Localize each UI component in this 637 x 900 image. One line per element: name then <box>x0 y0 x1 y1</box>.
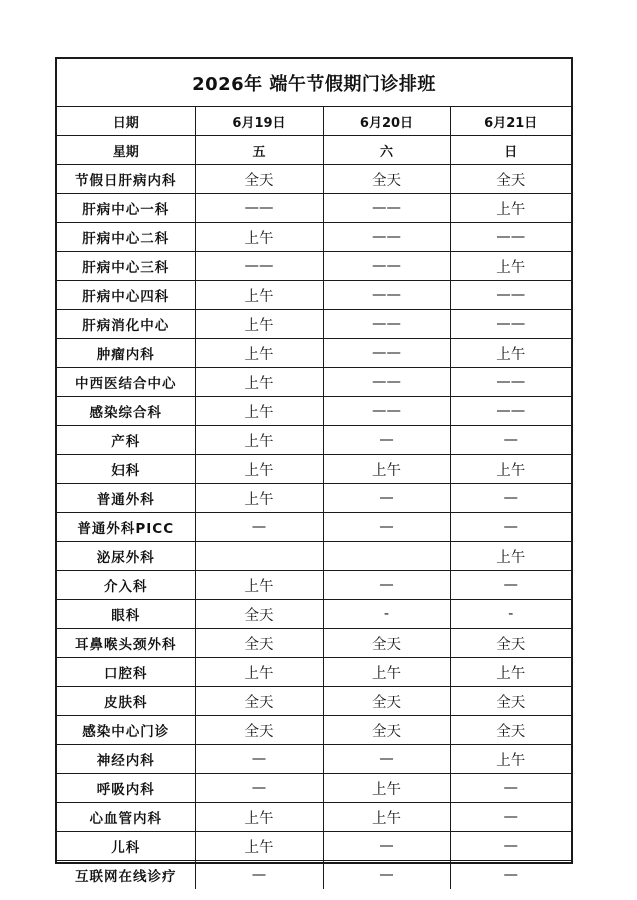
department-name: 肝病中心二科 <box>57 223 195 252</box>
schedule-cell-day2: — <box>323 861 450 890</box>
schedule-cell-day3: 上午 <box>450 455 571 484</box>
table-row <box>57 600 571 629</box>
schedule-cell-day2: 上午 <box>323 455 450 484</box>
date-header-cell: 6月20日 <box>323 107 450 136</box>
schedule-cell-day2: — <box>323 513 450 542</box>
schedule-cell-day1: 全天 <box>195 629 323 658</box>
table-row <box>57 832 571 861</box>
schedule-cell-day1: 上午 <box>195 339 323 368</box>
schedule-cell-day2: 全天 <box>323 687 450 716</box>
table-row <box>57 513 571 542</box>
schedule-table-frame <box>55 57 573 885</box>
schedule-cell-day3: — <box>450 484 571 513</box>
table-row <box>57 861 571 890</box>
department-name: 普通外科PICC <box>57 513 195 542</box>
table-row <box>57 252 571 281</box>
schedule-cell-day1: 上午 <box>195 310 323 339</box>
schedule-cell-day2: — <box>323 484 450 513</box>
schedule-cell-day1: 上午 <box>195 484 323 513</box>
schedule-cell-day1: 上午 <box>195 571 323 600</box>
schedule-cell-day2: 上午 <box>323 774 450 803</box>
schedule-cell-day3: 上午 <box>450 658 571 687</box>
schedule-cell-day1: 上午 <box>195 397 323 426</box>
schedule-cell-day3: 全天 <box>450 687 571 716</box>
schedule-cell-day3: —— <box>450 310 571 339</box>
schedule-cell-day1: — <box>195 861 323 890</box>
date-header-label: 日期 <box>57 107 195 136</box>
department-name: 感染中心门诊 <box>57 716 195 745</box>
schedule-cell-day3: 全天 <box>450 629 571 658</box>
schedule-cell-day2: —— <box>323 223 450 252</box>
department-name: 肿瘤内科 <box>57 339 195 368</box>
weekday-header-cell: 五 <box>195 136 323 165</box>
table-row <box>57 310 571 339</box>
schedule-cell-day2: —— <box>323 339 450 368</box>
schedule-cell-day2: 上午 <box>323 658 450 687</box>
date-header-cell: 6月21日 <box>450 107 571 136</box>
department-name: 耳鼻喉头颈外科 <box>57 629 195 658</box>
schedule-cell-day1: 上午 <box>195 803 323 832</box>
table-row <box>57 455 571 484</box>
schedule-cell-day3: - <box>450 600 571 629</box>
department-name: 肝病消化中心 <box>57 310 195 339</box>
schedule-cell-day2: — <box>323 571 450 600</box>
department-name: 妇科 <box>57 455 195 484</box>
department-name: 肝病中心一科 <box>57 194 195 223</box>
schedule-cell-day3: 全天 <box>450 716 571 745</box>
schedule-cell-day3: —— <box>450 223 571 252</box>
schedule-cell-day2: 全天 <box>323 716 450 745</box>
schedule-cell-day2: —— <box>323 252 450 281</box>
department-name: 产科 <box>57 426 195 455</box>
weekday-header-label: 星期 <box>57 136 195 165</box>
table-title: 2026年 端午节假期门诊排班 <box>57 59 571 107</box>
department-name: 肝病中心四科 <box>57 281 195 310</box>
schedule-table <box>57 107 571 889</box>
table-row <box>57 223 571 252</box>
table-row <box>57 745 571 774</box>
schedule-cell-day2: —— <box>323 310 450 339</box>
schedule-cell-day2: — <box>323 832 450 861</box>
schedule-cell-day3: — <box>450 803 571 832</box>
schedule-cell-day2: - <box>323 600 450 629</box>
table-row <box>57 716 571 745</box>
department-name: 呼吸内科 <box>57 774 195 803</box>
schedule-cell-day1: — <box>195 513 323 542</box>
schedule-cell-day3: 上午 <box>450 339 571 368</box>
schedule-cell-day3: — <box>450 774 571 803</box>
department-name: 皮肤科 <box>57 687 195 716</box>
schedule-cell-day2: — <box>323 745 450 774</box>
weekday-header-cell: 日 <box>450 136 571 165</box>
weekday-header-cell: 六 <box>323 136 450 165</box>
schedule-cell-day1: 上午 <box>195 455 323 484</box>
schedule-cell-day1: 上午 <box>195 426 323 455</box>
schedule-cell-day3: 全天 <box>450 165 571 194</box>
schedule-cell-day1: —— <box>195 194 323 223</box>
schedule-cell-day3: —— <box>450 281 571 310</box>
department-name: 介入科 <box>57 571 195 600</box>
table-row <box>57 426 571 455</box>
schedule-cell-day3: —— <box>450 397 571 426</box>
schedule-cell-day1: 上午 <box>195 658 323 687</box>
schedule-cell-day2: 全天 <box>323 629 450 658</box>
department-name: 泌尿外科 <box>57 542 195 571</box>
table-row <box>57 658 571 687</box>
schedule-cell-day2: —— <box>323 281 450 310</box>
schedule-cell-day1: 上午 <box>195 281 323 310</box>
schedule-cell-day1: 上午 <box>195 832 323 861</box>
table-row <box>57 339 571 368</box>
schedule-cell-day2: —— <box>323 194 450 223</box>
schedule-cell-day3: — <box>450 832 571 861</box>
schedule-cell-day1: —— <box>195 252 323 281</box>
schedule-cell-day3: 上午 <box>450 542 571 571</box>
department-name: 口腔科 <box>57 658 195 687</box>
department-name: 互联网在线诊疗 <box>57 861 195 890</box>
schedule-cell-day1: 上午 <box>195 223 323 252</box>
schedule-cell-day1: 全天 <box>195 600 323 629</box>
table-row <box>57 571 571 600</box>
schedule-cell-day3: 上午 <box>450 194 571 223</box>
date-header-cell: 6月19日 <box>195 107 323 136</box>
table-row <box>57 194 571 223</box>
schedule-cell-day3: 上午 <box>450 252 571 281</box>
schedule-cell-day2: —— <box>323 368 450 397</box>
department-name: 普通外科 <box>57 484 195 513</box>
schedule-cell-day1: 全天 <box>195 716 323 745</box>
schedule-cell-day2 <box>323 542 450 571</box>
department-name: 中西医结合中心 <box>57 368 195 397</box>
header-row-dates <box>57 107 571 136</box>
table-row <box>57 774 571 803</box>
schedule-cell-day2: 上午 <box>323 803 450 832</box>
schedule-cell-day1: 全天 <box>195 687 323 716</box>
schedule-cell-day3: —— <box>450 368 571 397</box>
table-row <box>57 803 571 832</box>
schedule-cell-day1: — <box>195 745 323 774</box>
table-row <box>57 281 571 310</box>
schedule-cell-day1: 全天 <box>195 165 323 194</box>
table-row <box>57 629 571 658</box>
schedule-cell-day2: — <box>323 426 450 455</box>
department-name: 节假日肝病内科 <box>57 165 195 194</box>
department-name: 眼科 <box>57 600 195 629</box>
schedule-cell-day1: 上午 <box>195 368 323 397</box>
schedule-cell-day3: — <box>450 861 571 890</box>
schedule-cell-day3: — <box>450 513 571 542</box>
schedule-cell-day3: 上午 <box>450 745 571 774</box>
table-row <box>57 165 571 194</box>
department-name: 心血管内科 <box>57 803 195 832</box>
department-name: 儿科 <box>57 832 195 861</box>
department-name: 感染综合科 <box>57 397 195 426</box>
department-name: 肝病中心三科 <box>57 252 195 281</box>
department-name: 神经内科 <box>57 745 195 774</box>
table-row <box>57 687 571 716</box>
schedule-cell-day2: —— <box>323 397 450 426</box>
schedule-cell-day1: — <box>195 774 323 803</box>
table-row <box>57 484 571 513</box>
table-row <box>57 368 571 397</box>
table-row <box>57 397 571 426</box>
schedule-cell-day3: — <box>450 426 571 455</box>
schedule-cell-day3: — <box>450 571 571 600</box>
schedule-cell-day2: 全天 <box>323 165 450 194</box>
table-row <box>57 542 571 571</box>
header-row-weekdays <box>57 136 571 165</box>
schedule-cell-day1 <box>195 542 323 571</box>
